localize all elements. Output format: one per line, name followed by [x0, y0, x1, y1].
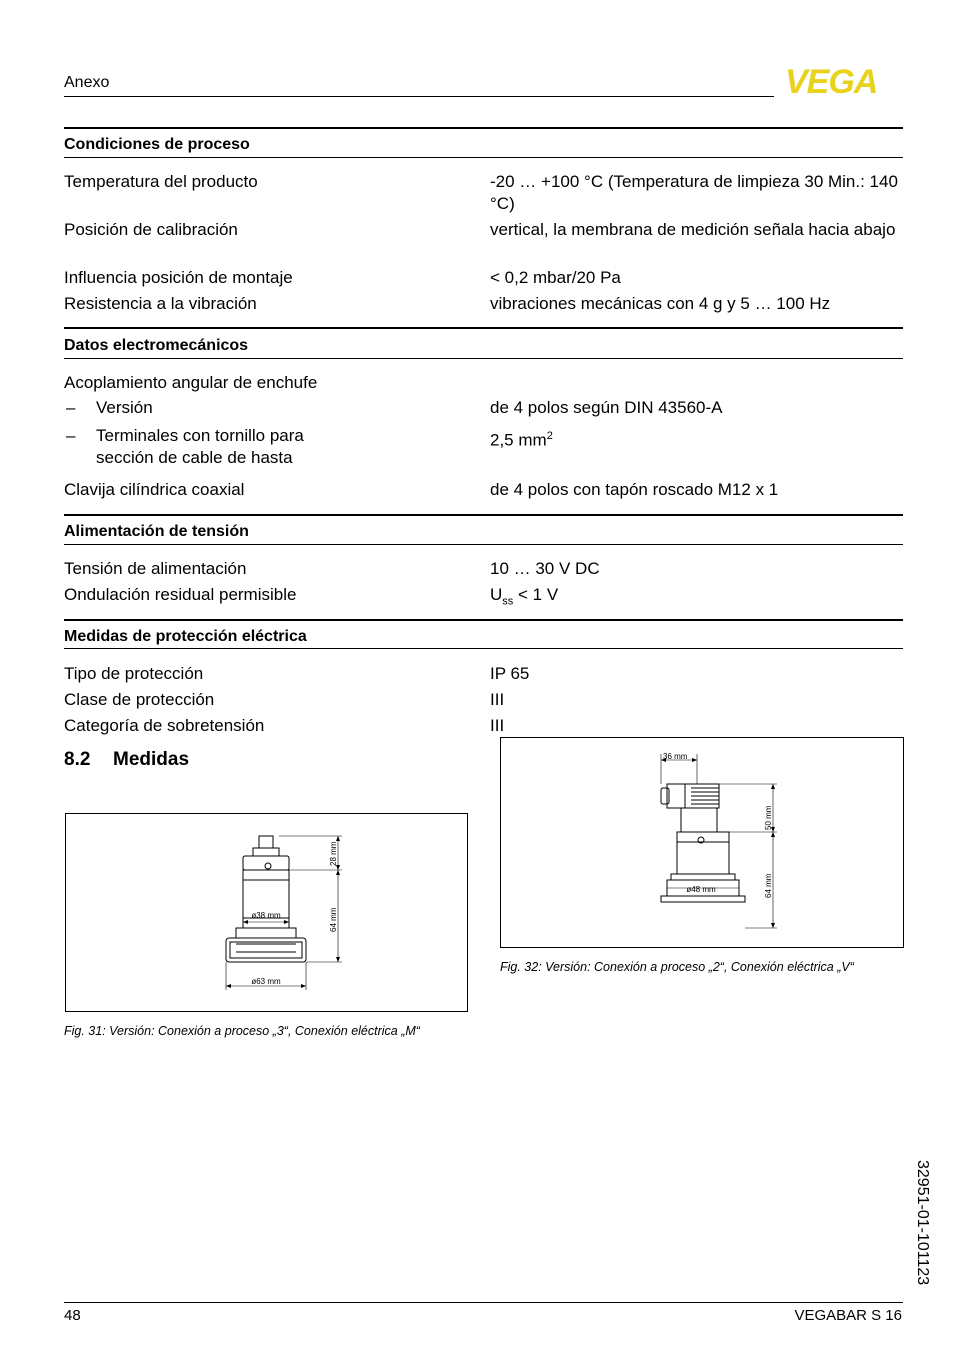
list-dash: –	[66, 398, 76, 417]
dim-diam-body: ø48 mm	[686, 885, 716, 894]
spec-value: 10 … 30 V DC	[490, 559, 600, 578]
list-dash: –	[66, 426, 76, 445]
spec-value: de 4 polos según DIN 43560-A	[490, 398, 723, 417]
side-document-code	[905, 1160, 935, 1310]
spec-label: Categoría de sobretensión	[64, 716, 265, 735]
spec-label: Ondulación residual permisible	[64, 585, 297, 604]
footer-rule	[64, 1302, 903, 1303]
value-superscript: 2	[546, 430, 553, 442]
header-section-label: Anexo	[64, 74, 110, 91]
figure-31-drawing	[66, 814, 467, 1011]
spec-label: Acoplamiento angular de enchufe	[64, 373, 318, 392]
vega-logo-text: VEGA	[785, 66, 878, 96]
value-text: < 1 V	[513, 585, 559, 604]
dim-height-total: 64 mm	[329, 907, 338, 932]
section-heading-text: Medidas	[113, 749, 190, 770]
spec-label: Tipo de protección	[64, 664, 204, 683]
dim-height-top: 50 mm	[764, 805, 773, 830]
spec-value: < 0,2 mbar/20 Pa	[490, 268, 621, 287]
spec-label: Posición de calibración	[64, 220, 238, 239]
section-title-electromecanicos: Datos electromecánicos	[64, 337, 249, 354]
spec-label: Tensión de alimentación	[64, 559, 247, 578]
section-rule-bottom	[64, 157, 903, 158]
spec-value: de 4 polos con tapón roscado M12 x 1	[490, 480, 779, 499]
figure-32-caption: Fig. 32: Versión: Conexión a proceso „2“, Conexión eléctrica „V“	[500, 960, 854, 974]
spec-value: vertical, la membrana de medición señala hacia abajo	[490, 220, 896, 239]
spec-value: III	[490, 690, 505, 709]
footer-page-number: 48	[64, 1307, 81, 1324]
value-subscript: ss	[502, 595, 514, 608]
figure-32-frame	[500, 737, 904, 948]
dim-diam-body: ø38 mm	[251, 911, 281, 920]
value-text: 2,5 mm	[490, 430, 547, 450]
section-rule-top	[64, 514, 903, 516]
spec-label: Temperatura del producto	[64, 172, 258, 191]
section-title-alimentacion: Alimentación de tensión	[64, 523, 249, 540]
dim-width-top: 36 mm	[663, 752, 688, 761]
figure-31-frame	[65, 813, 468, 1012]
figure-31-caption: Fig. 31: Versión: Conexión a proceso „3“, Conexión eléctrica „M“	[64, 1024, 420, 1038]
footer-product-name: VEGABAR S 16	[794, 1307, 902, 1324]
spec-label: Terminales con tornillo para sección de cable de hasta	[96, 426, 304, 467]
spec-value: III	[490, 716, 505, 735]
spec-value	[490, 584, 902, 612]
vega-logo	[785, 66, 903, 96]
section-rule-bottom	[64, 544, 903, 545]
spec-value: -20 … +100 °C (Temperatura de limpieza 30 Min.: 140 °C)	[490, 172, 898, 213]
section-rule-top	[64, 619, 903, 621]
spec-value: IP 65	[490, 664, 530, 683]
spec-label: Versión	[96, 398, 153, 417]
value-text: U	[490, 585, 503, 604]
section-heading-medidas	[64, 749, 189, 771]
spec-value: vibraciones mecánicas con 4 g y 5 … 100 Hz	[490, 294, 831, 313]
spec-value	[490, 425, 902, 452]
dim-height-bottom: 64 mm	[764, 873, 773, 898]
section-rule-top	[64, 127, 903, 129]
dim-diam-base: ø63 mm	[251, 977, 281, 986]
section-title-proceso: Condiciones de proceso	[64, 136, 250, 153]
side-document-code-text: 32951-01-101123	[914, 1160, 931, 1286]
header-rule	[64, 96, 774, 97]
spec-label: Clase de protección	[64, 690, 215, 709]
spec-label: Influencia posición de montaje	[64, 268, 293, 287]
section-number: 8.2	[64, 749, 91, 770]
spec-label: Clavija cilíndrica coaxial	[64, 480, 245, 499]
section-rule-bottom	[64, 358, 903, 359]
section-title-proteccion: Medidas de protección eléctrica	[64, 628, 307, 645]
section-rule-bottom	[64, 648, 903, 649]
dim-height-top: 28 mm	[329, 841, 338, 866]
spec-label: Resistencia a la vibración	[64, 294, 257, 313]
section-rule-top	[64, 327, 903, 329]
figure-32-drawing	[501, 738, 903, 947]
